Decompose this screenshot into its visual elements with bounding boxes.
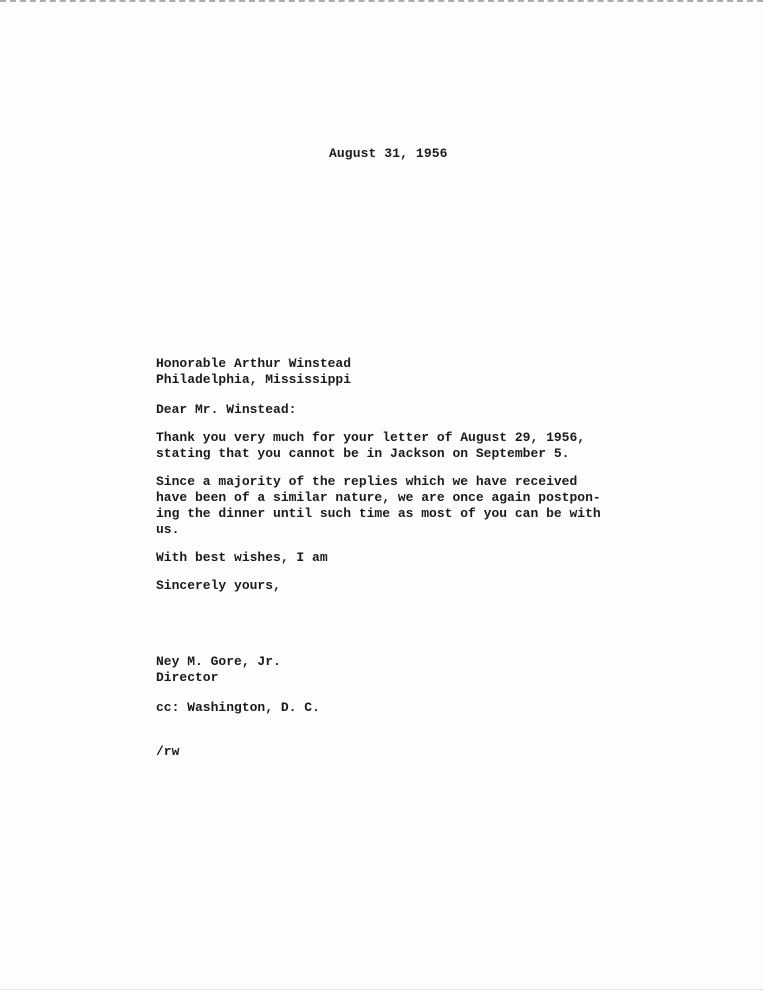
closing-wish: With best wishes, I am <box>156 550 328 565</box>
paragraph-1-line: Thank you very much for your letter of August 29, 1956, <box>156 430 586 445</box>
paragraph-1 <box>156 430 585 462</box>
signer-name: Ney M. Gore, Jr. <box>156 654 281 669</box>
typist-initials: /rw <box>156 744 180 759</box>
recipient-name: Honorable Arthur Winstead <box>156 356 352 371</box>
recipient-address <box>156 356 351 388</box>
signer-title: Director <box>156 670 219 685</box>
letter-date: August 31, 1956 <box>329 146 448 161</box>
paragraph-2 <box>156 474 601 538</box>
scan-top-edge <box>0 0 763 6</box>
paragraph-1-line: stating that you cannot be in Jackson on September 5. <box>156 446 570 461</box>
scan-bottom-edge <box>0 984 763 990</box>
carbon-copy: cc: Washington, D. C. <box>156 700 320 715</box>
paragraph-2-line: have been of a similar nature, we are once again postpon- <box>156 490 601 505</box>
paragraph-2-line: ing the dinner until such time as most of you can be with <box>156 506 601 521</box>
complimentary-close: Sincerely yours, <box>156 578 281 593</box>
paragraph-2-line: Since a majority of the replies which we have received <box>156 474 578 489</box>
signature-block <box>156 654 281 686</box>
paragraph-2-line: us. <box>156 522 180 537</box>
recipient-city: Philadelphia, Mississippi <box>156 372 352 387</box>
salutation: Dear Mr. Winstead: <box>156 402 297 417</box>
